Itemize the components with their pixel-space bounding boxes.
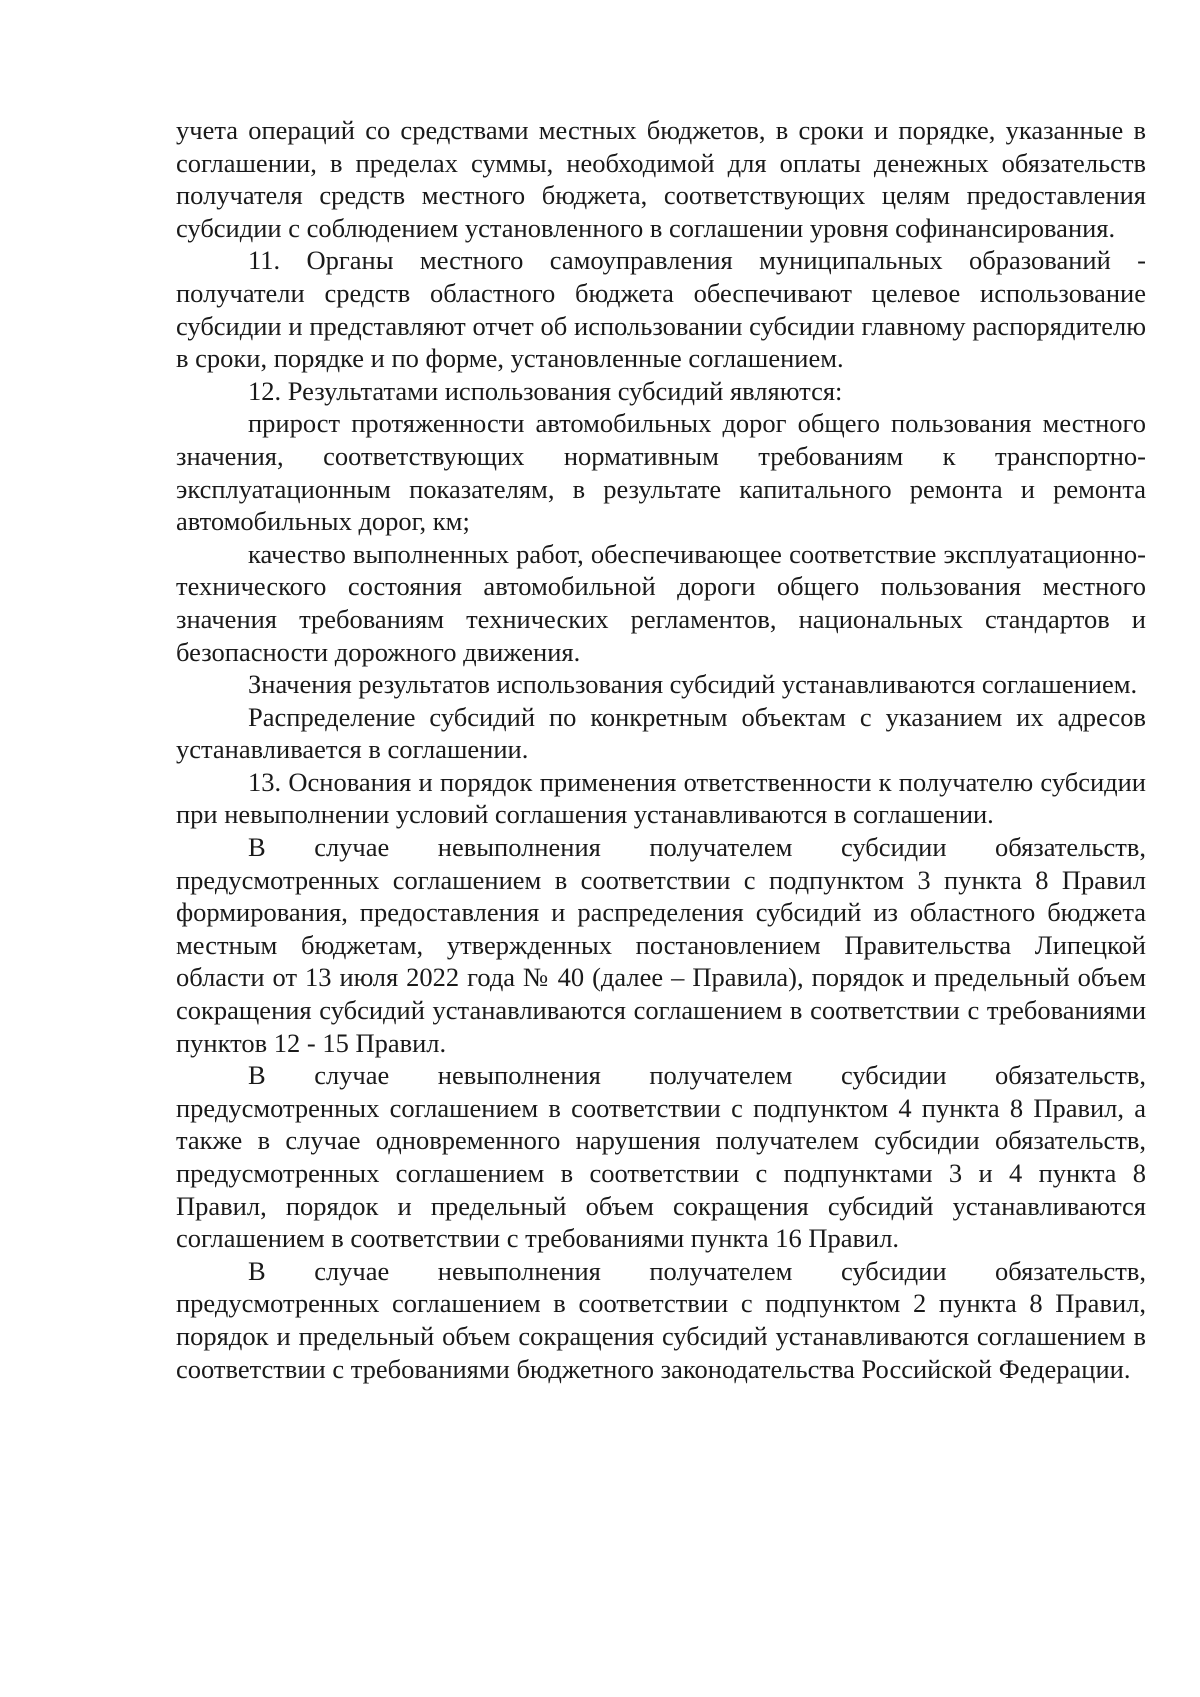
paragraph-result-road-length: прирост протяженности автомобильных дорог общего пользования местного значения, соответствующих нормативным требованиям к транспортно-эксплуатационным показателям, в результате капитального ремонта и ремонта автомобильных дорог, км; (176, 408, 1146, 537)
document-body (176, 114, 1146, 1385)
paragraph-case-subitem-2: В случае невыполнения получателем субсидии обязательств, предусмотренных соглашением в соответствии с подпунктом 2 пункта 8 Правил, порядок и предельный объем сокращения субсидий устанавливаются соглашением в соответствии с требованиями бюджетного законодательства Российской Федерации. (176, 1255, 1146, 1384)
paragraph-result-quality: качество выполненных работ, обеспечивающее соответствие эксплуатационно-технического состояния автомобильной дороги общего пользования местного значения требованиям технических регламентов, национальных стандартов и безопасности дорожного движения. (176, 538, 1146, 667)
paragraph-item-12: 12. Результатами использования субсидий являются: (248, 375, 843, 406)
paragraph-continuation: учета операций со средствами местных бюджетов, в сроки и порядке, указанные в соглашении, в пределах суммы, необходимой для оплаты денежных обязательств получателя средств местного бюджета, соответствующих целям предоставления субсидии с соблюдением установленного в соглашении уровня софинансирования. (176, 115, 1146, 243)
paragraph-item-11: 11. Органы местного самоуправления муниципальных образований - получатели средств областного бюджета обеспечивают целевое использование субсидии и представляют отчет об использовании субсидии главному распорядителю в сроки, порядке и по форме, установленные соглашением. (176, 245, 1146, 374)
paragraph-result-values: Значения результатов использования субсидий устанавливаются соглашением. (248, 669, 1138, 700)
paragraph-case-subitem-4: В случае невыполнения получателем субсидии обязательств, предусмотренных соглашением в соответствии с подпунктом 4 пункта 8 Правил, а также в случае одновременного нарушения получателем субсидии обязательств, предусмотренных соглашением в соответствии с подпунктами 3 и 4 пункта 8 Правил, порядок и предельный объем сокращения субсидий устанавливаются соглашением в соответствии с требованиями пункта 16 Правил. (176, 1060, 1146, 1254)
paragraph-case-subitem-3: В случае невыполнения получателем субсидии обязательств, предусмотренных соглашением в соответствии с подпунктом 3 пункта 8 Правил формирования, предоставления и распределения субсидий из областного бюджета местным бюджетам, утвержденных постановлением Правительства Липецкой области от 13 июля 2022 года № 40 (далее – Правила), порядок и предельный объем сокращения субсидий устанавливаются соглашением в соответствии с требованиями пунктов 12 - 15 Правил. (176, 832, 1146, 1058)
paragraph-distribution: Распределение субсидий по конкретным объектам с указанием их адресов устанавливается в соглашении. (176, 701, 1146, 765)
paragraph-item-13: 13. Основания и порядок применения ответственности к получателю субсидии при невыполнении условий соглашения устанавливаются в соглашении. (176, 766, 1146, 830)
